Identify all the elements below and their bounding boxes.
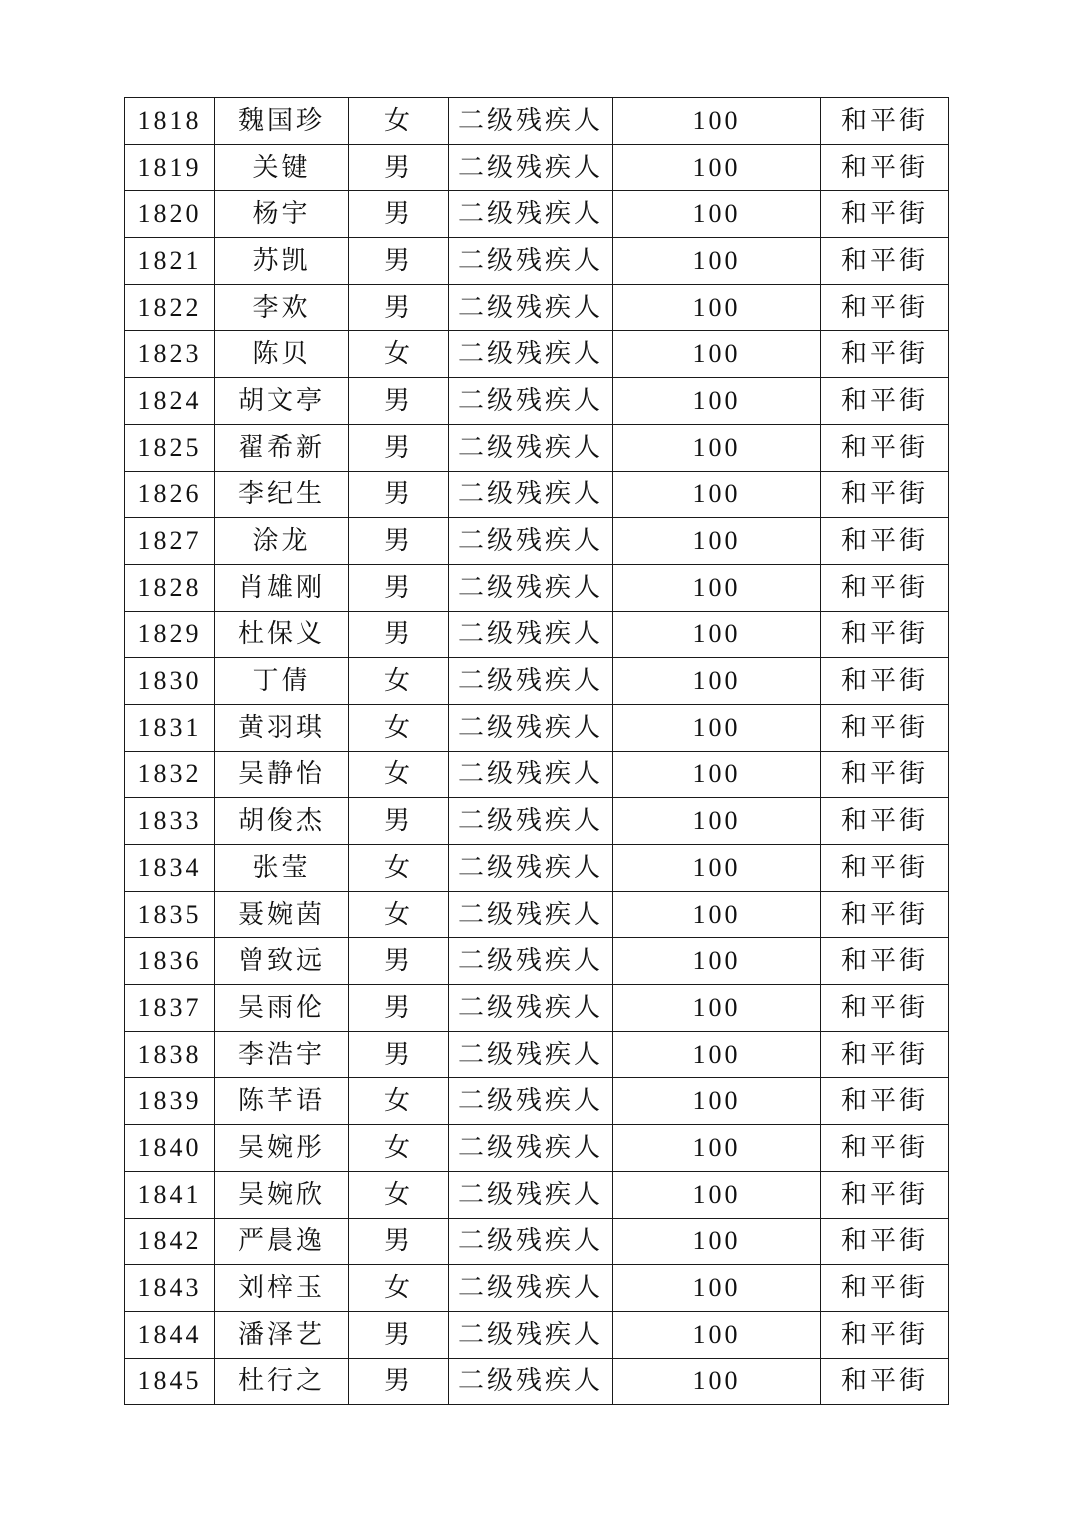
serial-number-cell: 1839	[125, 1078, 215, 1125]
table-row	[125, 1358, 949, 1405]
disability-level-cell: 二级残疾人	[449, 471, 613, 518]
street-cell: 和平街	[821, 1078, 949, 1125]
street-cell: 和平街	[821, 1218, 949, 1265]
gender-cell: 男	[349, 518, 449, 565]
table-row	[125, 144, 949, 191]
name-cell: 刘梓玉	[215, 1265, 349, 1312]
name-cell: 杨宇	[215, 191, 349, 238]
gender-cell: 女	[349, 1125, 449, 1172]
serial-number-cell: 1832	[125, 751, 215, 798]
serial-number-cell: 1823	[125, 331, 215, 378]
name-cell: 魏国珍	[215, 98, 349, 145]
street-cell: 和平街	[821, 191, 949, 238]
serial-number-cell: 1831	[125, 704, 215, 751]
name-cell: 吴婉欣	[215, 1171, 349, 1218]
street-cell: 和平街	[821, 1031, 949, 1078]
amount-cell: 100	[613, 98, 821, 145]
table-row	[125, 1078, 949, 1125]
table-row	[125, 1125, 949, 1172]
amount-cell: 100	[613, 1031, 821, 1078]
table-row	[125, 1265, 949, 1312]
street-cell: 和平街	[821, 284, 949, 331]
name-cell: 聂婉茵	[215, 891, 349, 938]
gender-cell: 男	[349, 938, 449, 985]
gender-cell: 女	[349, 1078, 449, 1125]
serial-number-cell: 1833	[125, 798, 215, 845]
disability-level-cell: 二级残疾人	[449, 238, 613, 285]
amount-cell: 100	[613, 331, 821, 378]
street-cell: 和平街	[821, 98, 949, 145]
disability-level-cell: 二级残疾人	[449, 891, 613, 938]
disability-level-cell: 二级残疾人	[449, 845, 613, 892]
amount-cell: 100	[613, 144, 821, 191]
street-cell: 和平街	[821, 798, 949, 845]
disability-level-cell: 二级残疾人	[449, 658, 613, 705]
street-cell: 和平街	[821, 845, 949, 892]
serial-number-cell: 1841	[125, 1171, 215, 1218]
amount-cell: 100	[613, 1078, 821, 1125]
disability-level-cell: 二级残疾人	[449, 191, 613, 238]
amount-cell: 100	[613, 751, 821, 798]
amount-cell: 100	[613, 891, 821, 938]
table-row	[125, 1311, 949, 1358]
gender-cell: 女	[349, 1171, 449, 1218]
street-cell: 和平街	[821, 751, 949, 798]
name-cell: 胡文亭	[215, 378, 349, 425]
gender-cell: 男	[349, 798, 449, 845]
name-cell: 黄羽琪	[215, 704, 349, 751]
amount-cell: 100	[613, 471, 821, 518]
street-cell: 和平街	[821, 471, 949, 518]
name-cell: 陈贝	[215, 331, 349, 378]
table-row	[125, 798, 949, 845]
disability-level-cell: 二级残疾人	[449, 1031, 613, 1078]
serial-number-cell: 1822	[125, 284, 215, 331]
table-row	[125, 611, 949, 658]
street-cell: 和平街	[821, 985, 949, 1032]
disability-level-cell: 二级残疾人	[449, 1218, 613, 1265]
amount-cell: 100	[613, 1358, 821, 1405]
name-cell: 关键	[215, 144, 349, 191]
serial-number-cell: 1821	[125, 238, 215, 285]
gender-cell: 男	[349, 238, 449, 285]
street-cell: 和平街	[821, 611, 949, 658]
table-row	[125, 378, 949, 425]
table-row	[125, 845, 949, 892]
serial-number-cell: 1838	[125, 1031, 215, 1078]
amount-cell: 100	[613, 1218, 821, 1265]
name-cell: 杜行之	[215, 1358, 349, 1405]
name-cell: 陈芊语	[215, 1078, 349, 1125]
disability-level-cell: 二级残疾人	[449, 98, 613, 145]
street-cell: 和平街	[821, 1125, 949, 1172]
table-row	[125, 938, 949, 985]
table-row	[125, 191, 949, 238]
gender-cell: 女	[349, 891, 449, 938]
name-cell: 曾致远	[215, 938, 349, 985]
disability-level-cell: 二级残疾人	[449, 144, 613, 191]
gender-cell: 男	[349, 284, 449, 331]
disability-level-cell: 二级残疾人	[449, 378, 613, 425]
amount-cell: 100	[613, 1125, 821, 1172]
disability-level-cell: 二级残疾人	[449, 1078, 613, 1125]
disability-level-cell: 二级残疾人	[449, 938, 613, 985]
serial-number-cell: 1840	[125, 1125, 215, 1172]
serial-number-cell: 1824	[125, 378, 215, 425]
table-row	[125, 985, 949, 1032]
table-row	[125, 751, 949, 798]
table-row	[125, 658, 949, 705]
disability-level-cell: 二级残疾人	[449, 518, 613, 565]
serial-number-cell: 1842	[125, 1218, 215, 1265]
serial-number-cell: 1844	[125, 1311, 215, 1358]
name-cell: 张莹	[215, 845, 349, 892]
table-row	[125, 98, 949, 145]
amount-cell: 100	[613, 704, 821, 751]
name-cell: 李欢	[215, 284, 349, 331]
street-cell: 和平街	[821, 938, 949, 985]
serial-number-cell: 1837	[125, 985, 215, 1032]
street-cell: 和平街	[821, 1171, 949, 1218]
table-row	[125, 1218, 949, 1265]
gender-cell: 女	[349, 1265, 449, 1312]
serial-number-cell: 1820	[125, 191, 215, 238]
disability-level-cell: 二级残疾人	[449, 1125, 613, 1172]
street-cell: 和平街	[821, 238, 949, 285]
amount-cell: 100	[613, 238, 821, 285]
street-cell: 和平街	[821, 378, 949, 425]
name-cell: 潘泽艺	[215, 1311, 349, 1358]
amount-cell: 100	[613, 845, 821, 892]
street-cell: 和平街	[821, 704, 949, 751]
gender-cell: 女	[349, 331, 449, 378]
street-cell: 和平街	[821, 518, 949, 565]
gender-cell: 男	[349, 1311, 449, 1358]
name-cell: 杜保义	[215, 611, 349, 658]
table-row	[125, 518, 949, 565]
amount-cell: 100	[613, 985, 821, 1032]
amount-cell: 100	[613, 564, 821, 611]
amount-cell: 100	[613, 1311, 821, 1358]
name-cell: 苏凯	[215, 238, 349, 285]
table-row	[125, 471, 949, 518]
gender-cell: 男	[349, 1031, 449, 1078]
street-cell: 和平街	[821, 658, 949, 705]
serial-number-cell: 1818	[125, 98, 215, 145]
amount-cell: 100	[613, 1171, 821, 1218]
name-cell: 胡俊杰	[215, 798, 349, 845]
gender-cell: 男	[349, 144, 449, 191]
serial-number-cell: 1836	[125, 938, 215, 985]
disability-level-cell: 二级残疾人	[449, 331, 613, 378]
serial-number-cell: 1827	[125, 518, 215, 565]
serial-number-cell: 1825	[125, 424, 215, 471]
gender-cell: 女	[349, 751, 449, 798]
disability-level-cell: 二级残疾人	[449, 1358, 613, 1405]
serial-number-cell: 1834	[125, 845, 215, 892]
serial-number-cell: 1826	[125, 471, 215, 518]
gender-cell: 男	[349, 564, 449, 611]
disability-level-cell: 二级残疾人	[449, 424, 613, 471]
disability-level-cell: 二级残疾人	[449, 704, 613, 751]
disability-level-cell: 二级残疾人	[449, 1265, 613, 1312]
disability-level-cell: 二级残疾人	[449, 798, 613, 845]
gender-cell: 男	[349, 611, 449, 658]
serial-number-cell: 1830	[125, 658, 215, 705]
table-row	[125, 1171, 949, 1218]
gender-cell: 男	[349, 471, 449, 518]
name-cell: 肖雄刚	[215, 564, 349, 611]
serial-number-cell: 1829	[125, 611, 215, 658]
serial-number-cell: 1843	[125, 1265, 215, 1312]
amount-cell: 100	[613, 378, 821, 425]
amount-cell: 100	[613, 518, 821, 565]
disability-level-cell: 二级残疾人	[449, 284, 613, 331]
table-row	[125, 564, 949, 611]
gender-cell: 男	[349, 424, 449, 471]
table-row	[125, 424, 949, 471]
amount-cell: 100	[613, 284, 821, 331]
gender-cell: 男	[349, 378, 449, 425]
name-cell: 涂龙	[215, 518, 349, 565]
disability-level-cell: 二级残疾人	[449, 985, 613, 1032]
table-row	[125, 238, 949, 285]
street-cell: 和平街	[821, 1358, 949, 1405]
gender-cell: 女	[349, 704, 449, 751]
serial-number-cell: 1819	[125, 144, 215, 191]
table-row	[125, 1031, 949, 1078]
serial-number-cell: 1828	[125, 564, 215, 611]
street-cell: 和平街	[821, 1311, 949, 1358]
amount-cell: 100	[613, 191, 821, 238]
name-cell: 吴婉彤	[215, 1125, 349, 1172]
gender-cell: 男	[349, 1358, 449, 1405]
serial-number-cell: 1835	[125, 891, 215, 938]
street-cell: 和平街	[821, 891, 949, 938]
gender-cell: 男	[349, 191, 449, 238]
name-cell: 翟希新	[215, 424, 349, 471]
street-cell: 和平街	[821, 424, 949, 471]
name-cell: 李纪生	[215, 471, 349, 518]
name-cell: 吴雨伦	[215, 985, 349, 1032]
amount-cell: 100	[613, 658, 821, 705]
roster-table	[124, 97, 949, 1405]
table-row	[125, 331, 949, 378]
disability-level-cell: 二级残疾人	[449, 564, 613, 611]
table-row	[125, 891, 949, 938]
gender-cell: 男	[349, 1218, 449, 1265]
name-cell: 严晨逸	[215, 1218, 349, 1265]
table-row	[125, 284, 949, 331]
name-cell: 李浩宇	[215, 1031, 349, 1078]
table-row	[125, 704, 949, 751]
amount-cell: 100	[613, 938, 821, 985]
disability-level-cell: 二级残疾人	[449, 751, 613, 798]
disability-level-cell: 二级残疾人	[449, 1171, 613, 1218]
roster-table-body	[125, 98, 949, 1405]
gender-cell: 男	[349, 985, 449, 1032]
name-cell: 丁倩	[215, 658, 349, 705]
serial-number-cell: 1845	[125, 1358, 215, 1405]
street-cell: 和平街	[821, 331, 949, 378]
gender-cell: 女	[349, 845, 449, 892]
disability-level-cell: 二级残疾人	[449, 1311, 613, 1358]
amount-cell: 100	[613, 798, 821, 845]
street-cell: 和平街	[821, 144, 949, 191]
amount-cell: 100	[613, 611, 821, 658]
street-cell: 和平街	[821, 1265, 949, 1312]
gender-cell: 女	[349, 98, 449, 145]
amount-cell: 100	[613, 424, 821, 471]
gender-cell: 女	[349, 658, 449, 705]
amount-cell: 100	[613, 1265, 821, 1312]
name-cell: 吴静怡	[215, 751, 349, 798]
disability-level-cell: 二级残疾人	[449, 611, 613, 658]
street-cell: 和平街	[821, 564, 949, 611]
